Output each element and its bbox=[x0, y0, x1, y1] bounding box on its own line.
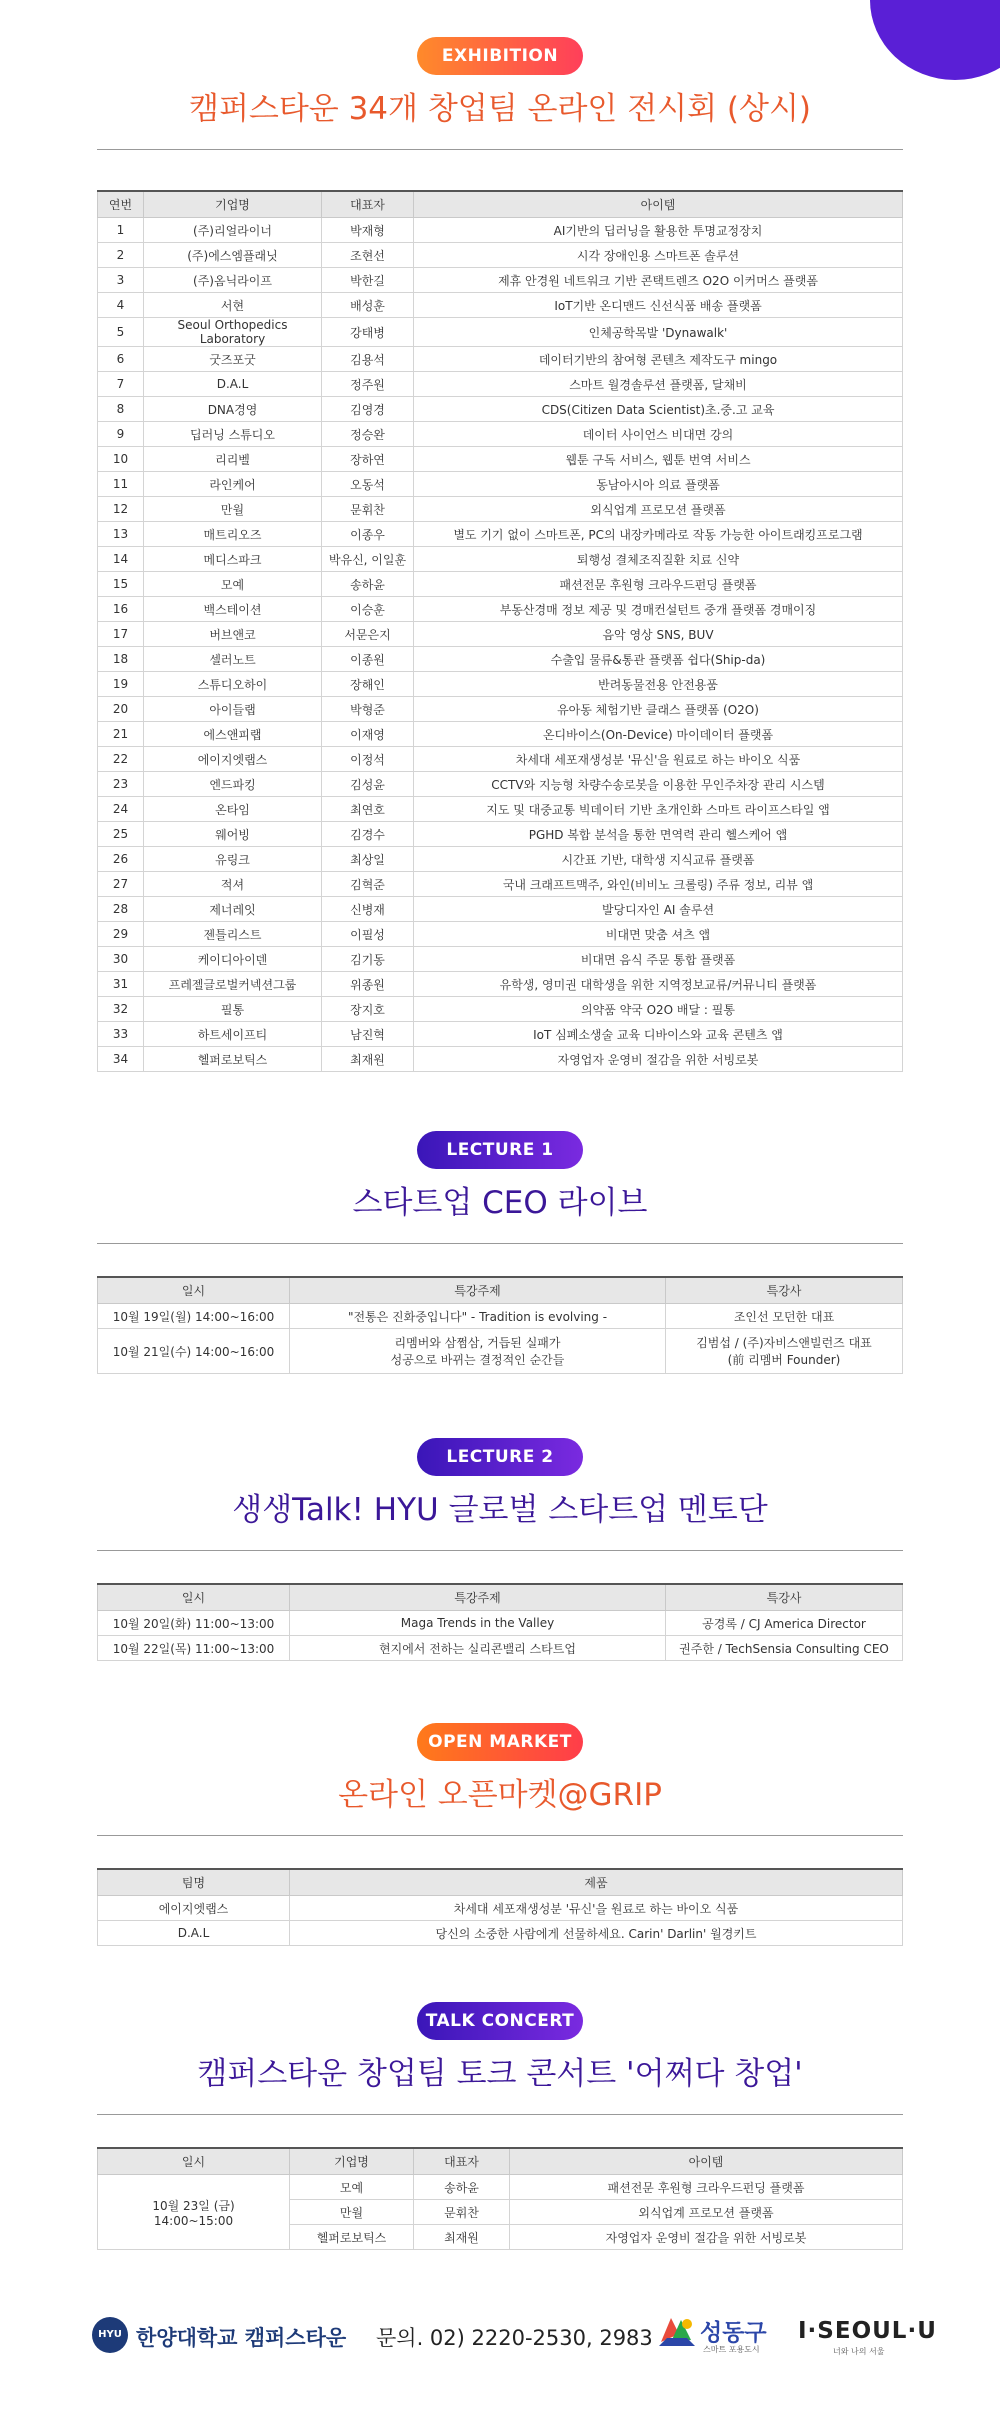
table-cell: 에이지엣랩스 bbox=[144, 747, 322, 772]
table-cell: 모예 bbox=[290, 2175, 414, 2200]
seongdong-logo: 성동구 bbox=[700, 2320, 767, 2346]
table-row bbox=[98, 347, 903, 372]
table-cell: AI기반의 딥러닝을 활용한 투명교정장치 bbox=[414, 218, 903, 243]
table-row bbox=[98, 672, 903, 697]
table-cell: 정승완 bbox=[322, 422, 414, 447]
table-cell: "전통은 진화중입니다" - Tradition is evolving - bbox=[290, 1304, 666, 1329]
table-row bbox=[98, 1047, 903, 1072]
table-cell: 8 bbox=[98, 397, 144, 422]
table-cell: 10월 19일(월) 14:00~16:00 bbox=[98, 1304, 290, 1329]
table-row bbox=[98, 997, 903, 1022]
table-cell: 라인케어 bbox=[144, 472, 322, 497]
table-cell: 별도 기기 없이 스마트폰, PC의 내장카메라로 작동 가능한 아이트래킹프로그램 bbox=[414, 522, 903, 547]
concert-badge: TALK CONCERT bbox=[417, 2002, 583, 2040]
table-cell: IoT 심폐소생술 교육 디바이스와 교육 콘텐츠 앱 bbox=[414, 1022, 903, 1047]
table-cell: 발당디자인 AI 솔루션 bbox=[414, 897, 903, 922]
table-row bbox=[98, 847, 903, 872]
table-cell: 최상일 bbox=[322, 847, 414, 872]
table-cell: 버브앤코 bbox=[144, 622, 322, 647]
table-cell: 32 bbox=[98, 997, 144, 1022]
market-badge: OPEN MARKET bbox=[417, 1723, 583, 1761]
table-cell: 서문은지 bbox=[322, 622, 414, 647]
table-cell: 권주한 / TechSensia Consulting CEO bbox=[666, 1636, 903, 1661]
table-cell: 리리벨 bbox=[144, 447, 322, 472]
table-cell: (주)옴닉라이프 bbox=[144, 268, 322, 293]
table-row bbox=[98, 622, 903, 647]
contact-info: 문의. 02) 2220-2530, 2983 bbox=[376, 2326, 653, 2350]
table-cell: 34 bbox=[98, 1047, 144, 1072]
table-cell: 프레젤글로벌커넥션그룹 bbox=[144, 972, 322, 997]
table-cell: 30 bbox=[98, 947, 144, 972]
table-cell: 3 bbox=[98, 268, 144, 293]
table-cell: 부동산경매 정보 제공 및 경매컨설턴트 중개 플랫폼 경매이징 bbox=[414, 597, 903, 622]
column-header: 특강주제 bbox=[290, 1584, 666, 1611]
table-cell: 데이터 사이언스 비대면 강의 bbox=[414, 422, 903, 447]
table-cell: 13 bbox=[98, 522, 144, 547]
table-cell: 백스테이션 bbox=[144, 597, 322, 622]
table-cell: 온타임 bbox=[144, 797, 322, 822]
table-cell: 리멤버와 삼쩜삼, 거듭된 실패가 성공으로 바뀌는 결정적인 순간들 bbox=[290, 1329, 666, 1374]
table-cell: 외식업계 프로모션 플랫폼 bbox=[510, 2200, 903, 2225]
column-header: 연번 bbox=[98, 191, 144, 218]
table-cell: (주)에스엠플래닛 bbox=[144, 243, 322, 268]
table-cell: 차세대 세포재생성분 '뮤신'을 원료로 하는 바이오 식품 bbox=[290, 1896, 903, 1921]
column-header: 특강사 bbox=[666, 1584, 903, 1611]
table-cell: 적셔 bbox=[144, 872, 322, 897]
table-cell: 31 bbox=[98, 972, 144, 997]
table-cell: 김혁준 bbox=[322, 872, 414, 897]
table-row bbox=[98, 1329, 903, 1374]
hyu-emblem-icon: HYU bbox=[92, 2317, 128, 2353]
table-cell: 현지에서 전하는 실리콘밸리 스타트업 bbox=[290, 1636, 666, 1661]
seongdong-mark-icon bbox=[657, 2312, 697, 2350]
table-row bbox=[98, 947, 903, 972]
table-cell: 이정석 bbox=[322, 747, 414, 772]
table-cell: 이승훈 bbox=[322, 597, 414, 622]
table-cell: Seoul Orthopedics Laboratory bbox=[144, 318, 322, 347]
table-row bbox=[98, 1022, 903, 1047]
table-cell: 2 bbox=[98, 243, 144, 268]
table-cell: D.A.L bbox=[144, 372, 322, 397]
table-cell: 신병재 bbox=[322, 897, 414, 922]
lecture1-section bbox=[0, 1131, 1000, 1374]
iseoulu-logo: I·SEOUL·U bbox=[798, 2318, 937, 2344]
table-cell: 이종원 bbox=[322, 647, 414, 672]
table-cell: 최재원 bbox=[414, 2225, 510, 2250]
table-row bbox=[98, 1921, 903, 1946]
lecture1-table bbox=[97, 1276, 903, 1374]
table-cell: 시각 장애인용 스마트폰 솔루션 bbox=[414, 243, 903, 268]
table-cell: 데이터기반의 참여형 콘텐츠 제작도구 mingo bbox=[414, 347, 903, 372]
table-cell: D.A.L bbox=[98, 1921, 290, 1946]
table-cell: 박재형 bbox=[322, 218, 414, 243]
table-cell: 젠틀리스트 bbox=[144, 922, 322, 947]
table-cell: 10 bbox=[98, 447, 144, 472]
table-cell: 퇴행성 결체조직질환 치료 신약 bbox=[414, 547, 903, 572]
table-row bbox=[98, 797, 903, 822]
concert-title: 캠퍼스타운 창업팀 토크 콘서트 '어쩌다 창업' bbox=[197, 2056, 803, 2092]
market-section bbox=[0, 1723, 1000, 1946]
table-row bbox=[98, 922, 903, 947]
table-cell: 25 bbox=[98, 822, 144, 847]
table-cell: 에스앤피랩 bbox=[144, 722, 322, 747]
table-cell: 17 bbox=[98, 622, 144, 647]
table-cell: 의약품 약국 O2O 배달 : 필통 bbox=[414, 997, 903, 1022]
table-cell: 케이디아이덴 bbox=[144, 947, 322, 972]
table-cell: 박형준 bbox=[322, 697, 414, 722]
table-cell: 24 bbox=[98, 797, 144, 822]
table-cell: 남진혁 bbox=[322, 1022, 414, 1047]
table-cell: 김범섭 / (주)자비스앤빌런즈 대표 (前 리멤버 Founder) bbox=[666, 1329, 903, 1374]
table-cell: 9 bbox=[98, 422, 144, 447]
table-cell: 김영경 bbox=[322, 397, 414, 422]
table-cell: 박유신, 이일훈 bbox=[322, 547, 414, 572]
table-row bbox=[98, 772, 903, 797]
exhibition-section bbox=[0, 37, 1000, 1072]
table-row bbox=[98, 822, 903, 847]
column-header: 일시 bbox=[98, 2148, 290, 2175]
table-cell: 27 bbox=[98, 872, 144, 897]
table-cell: 셀러노트 bbox=[144, 647, 322, 672]
table-cell: 22 bbox=[98, 747, 144, 772]
table-cell: 차세대 세포재생성분 '뮤신'을 원료로 하는 바이오 식품 bbox=[414, 747, 903, 772]
table-cell: 엔드파킹 bbox=[144, 772, 322, 797]
table-row bbox=[98, 2175, 903, 2200]
table-cell: 외식업계 프로모션 플랫폼 bbox=[414, 497, 903, 522]
table-cell: Maga Trends in the Valley bbox=[290, 1611, 666, 1636]
table-cell: (주)리얼라이너 bbox=[144, 218, 322, 243]
table-cell: 제휴 안경원 네트워크 기반 콘택트렌즈 O2O 이커머스 플랫폼 bbox=[414, 268, 903, 293]
table-row bbox=[98, 372, 903, 397]
table-row bbox=[98, 872, 903, 897]
table-cell: 인체공학목발 'Dynawalk' bbox=[414, 318, 903, 347]
table-cell: 오동석 bbox=[322, 472, 414, 497]
table-cell: 유아동 체험기반 클래스 플랫폼 (O2O) bbox=[414, 697, 903, 722]
table-cell: 헬퍼로보틱스 bbox=[144, 1047, 322, 1072]
table-cell: 자영업자 운영비 절감을 위한 서빙로봇 bbox=[510, 2225, 903, 2250]
table-cell: 김기동 bbox=[322, 947, 414, 972]
table-cell: 박한길 bbox=[322, 268, 414, 293]
table-cell: 스마트 월경솔루션 플랫폼, 달채비 bbox=[414, 372, 903, 397]
table-cell: 자영업자 운영비 절감을 위한 서빙로봇 bbox=[414, 1047, 903, 1072]
table-row bbox=[98, 243, 903, 268]
table-cell: 당신의 소중한 사람에게 선물하세요. Carin' Darlin' 월경키트 bbox=[290, 1921, 903, 1946]
table-cell: 이필성 bbox=[322, 922, 414, 947]
table-row bbox=[98, 447, 903, 472]
table-cell: PGHD 복합 분석을 통한 면역력 관리 헬스케어 앱 bbox=[414, 822, 903, 847]
table-row bbox=[98, 747, 903, 772]
table-row bbox=[98, 897, 903, 922]
table-cell: 스튜디오하이 bbox=[144, 672, 322, 697]
column-header: 기업명 bbox=[144, 191, 322, 218]
table-row bbox=[98, 697, 903, 722]
table-cell: 딥러닝 스튜디오 bbox=[144, 422, 322, 447]
table-cell: 동남아시아 의료 플랫폼 bbox=[414, 472, 903, 497]
table-cell: 하트세이프티 bbox=[144, 1022, 322, 1047]
table-cell: 시간표 기반, 대학생 지식교류 플랫폼 bbox=[414, 847, 903, 872]
column-header: 특강주제 bbox=[290, 1277, 666, 1304]
table-cell: DNA경영 bbox=[144, 397, 322, 422]
table-row bbox=[98, 597, 903, 622]
table-cell: 필통 bbox=[144, 997, 322, 1022]
table-cell: 유학생, 영미권 대학생을 위한 지역정보교류/커뮤니티 플랫폼 bbox=[414, 972, 903, 997]
table-cell: 메디스파크 bbox=[144, 547, 322, 572]
table-row bbox=[98, 422, 903, 447]
table-cell: 모예 bbox=[144, 572, 322, 597]
table-cell: 23 bbox=[98, 772, 144, 797]
table-cell: 21 bbox=[98, 722, 144, 747]
table-cell: 김경수 bbox=[322, 822, 414, 847]
table-cell: 조현선 bbox=[322, 243, 414, 268]
table-cell: 20 bbox=[98, 697, 144, 722]
table-row bbox=[98, 497, 903, 522]
lecture1-title: 스타트업 CEO 라이브 bbox=[352, 1185, 648, 1221]
concert-table bbox=[97, 2147, 903, 2250]
table-row bbox=[98, 472, 903, 497]
column-header: 특강사 bbox=[666, 1277, 903, 1304]
table-cell: 5 bbox=[98, 318, 144, 347]
table-cell: 아이들랩 bbox=[144, 697, 322, 722]
table-row bbox=[98, 1636, 903, 1661]
column-header: 아이템 bbox=[510, 2148, 903, 2175]
table-cell: 18 bbox=[98, 647, 144, 672]
column-header: 아이템 bbox=[414, 191, 903, 218]
table-cell: 장지호 bbox=[322, 997, 414, 1022]
exhibition-title: 캠퍼스타운 34개 창업팀 온라인 전시회 (상시) bbox=[189, 91, 811, 127]
column-header: 대표자 bbox=[414, 2148, 510, 2175]
lecture1-badge: LECTURE 1 bbox=[417, 1131, 583, 1169]
table-cell: 10월 20일(화) 11:00~13:00 bbox=[98, 1611, 290, 1636]
table-cell: 문휘찬 bbox=[414, 2200, 510, 2225]
table-cell: 장하연 bbox=[322, 447, 414, 472]
lecture2-badge: LECTURE 2 bbox=[417, 1438, 583, 1476]
table-cell: 장해인 bbox=[322, 672, 414, 697]
table-cell: 만월 bbox=[144, 497, 322, 522]
table-cell: 최재원 bbox=[322, 1047, 414, 1072]
table-cell: 위종원 bbox=[322, 972, 414, 997]
table-cell: 4 bbox=[98, 293, 144, 318]
footer bbox=[0, 2300, 1000, 2370]
column-header: 대표자 bbox=[322, 191, 414, 218]
table-row bbox=[98, 647, 903, 672]
table-cell: 조인선 모던한 대표 bbox=[666, 1304, 903, 1329]
table-row bbox=[98, 397, 903, 422]
market-table bbox=[97, 1868, 903, 1946]
lecture2-table bbox=[97, 1583, 903, 1661]
table-cell: 반려동물전용 안전용품 bbox=[414, 672, 903, 697]
table-cell: 송하윤 bbox=[414, 2175, 510, 2200]
table-cell: 공경록 / CJ America Director bbox=[666, 1611, 903, 1636]
table-cell: 웨어빙 bbox=[144, 822, 322, 847]
table-row bbox=[98, 572, 903, 597]
column-header: 팀명 bbox=[98, 1869, 290, 1896]
table-row bbox=[98, 293, 903, 318]
table-cell: 16 bbox=[98, 597, 144, 622]
table-row bbox=[98, 547, 903, 572]
table-cell: 굿즈포굿 bbox=[144, 347, 322, 372]
table-cell: 26 bbox=[98, 847, 144, 872]
table-cell: IoT기반 온디맨드 신선식품 배송 플랫폼 bbox=[414, 293, 903, 318]
table-cell: 헬퍼로보틱스 bbox=[290, 2225, 414, 2250]
table-cell: 제너레잇 bbox=[144, 897, 322, 922]
seongdong-slogan: 스마트 포용도시 bbox=[703, 2345, 760, 2354]
column-header: 제품 bbox=[290, 1869, 903, 1896]
table-cell: 송하윤 bbox=[322, 572, 414, 597]
table-cell: 1 bbox=[98, 218, 144, 243]
table-cell: 28 bbox=[98, 897, 144, 922]
table-cell: 정주원 bbox=[322, 372, 414, 397]
table-cell: 웹툰 구독 서비스, 웹툰 번역 서비스 bbox=[414, 447, 903, 472]
table-cell: 11 bbox=[98, 472, 144, 497]
table-cell: 에이지엣랩스 bbox=[98, 1896, 290, 1921]
table-cell: 15 bbox=[98, 572, 144, 597]
table-row bbox=[98, 268, 903, 293]
table-cell: 패션전문 후원형 크라우드펀딩 플랫폼 bbox=[510, 2175, 903, 2200]
table-cell: 10월 22일(목) 11:00~13:00 bbox=[98, 1636, 290, 1661]
table-row bbox=[98, 522, 903, 547]
table-cell: 33 bbox=[98, 1022, 144, 1047]
table-cell: 문휘찬 bbox=[322, 497, 414, 522]
table-cell: 매트리오즈 bbox=[144, 522, 322, 547]
exhibition-table bbox=[97, 190, 903, 1072]
column-header: 일시 bbox=[98, 1277, 290, 1304]
table-cell: 배성훈 bbox=[322, 293, 414, 318]
concert-datetime: 10월 23일 (금) 14:00~15:00 bbox=[98, 2175, 290, 2250]
table-cell: 최연호 bbox=[322, 797, 414, 822]
market-title: 온라인 오픈마켓@GRIP bbox=[338, 1777, 662, 1813]
table-row bbox=[98, 1896, 903, 1921]
table-cell: CCTV와 지능형 차량수송로봇을 이용한 무인주차장 관리 시스템 bbox=[414, 772, 903, 797]
table-cell: 국내 크래프트맥주, 와인(비비노 크롤링) 주류 정보, 리뷰 앱 bbox=[414, 872, 903, 897]
table-cell: 이재영 bbox=[322, 722, 414, 747]
table-row bbox=[98, 318, 903, 347]
table-cell: 이종우 bbox=[322, 522, 414, 547]
table-cell: 29 bbox=[98, 922, 144, 947]
table-cell: 12 bbox=[98, 497, 144, 522]
table-cell: 강태병 bbox=[322, 318, 414, 347]
lecture2-title: 생생Talk! HYU 글로벌 스타트업 멘토단 bbox=[232, 1492, 768, 1528]
table-cell: 비대면 음식 주문 통합 플랫폼 bbox=[414, 947, 903, 972]
table-row bbox=[98, 1611, 903, 1636]
hyu-campustown-logo: 한양대학교 캠퍼스타운 bbox=[136, 2326, 347, 2350]
table-cell: 비대면 맞춤 셔츠 앱 bbox=[414, 922, 903, 947]
concert-section bbox=[0, 2002, 1000, 2250]
table-cell: CDS(Citizen Data Scientist)초.중.고 교육 bbox=[414, 397, 903, 422]
table-cell: 19 bbox=[98, 672, 144, 697]
column-header: 기업명 bbox=[290, 2148, 414, 2175]
table-cell: 음악 영상 SNS, BUV bbox=[414, 622, 903, 647]
iseoulu-slogan: 너와 나의 서울 bbox=[833, 2347, 885, 2356]
table-cell: 만월 bbox=[290, 2200, 414, 2225]
table-cell: 7 bbox=[98, 372, 144, 397]
table-cell: 김용석 bbox=[322, 347, 414, 372]
table-cell: 수출입 물류&통관 플랫폼 쉽다(Ship-da) bbox=[414, 647, 903, 672]
table-cell: 패션전문 후원형 크라우드펀딩 플랫폼 bbox=[414, 572, 903, 597]
table-cell: 10월 21일(수) 14:00~16:00 bbox=[98, 1329, 290, 1374]
lecture2-section bbox=[0, 1438, 1000, 1661]
table-row bbox=[98, 972, 903, 997]
exhibition-badge: EXHIBITION bbox=[417, 37, 583, 75]
table-cell: 지도 및 대중교통 빅데이터 기반 초개인화 스마트 라이프스타일 앱 bbox=[414, 797, 903, 822]
table-cell: 온디바이스(On-Device) 마이데이터 플랫폼 bbox=[414, 722, 903, 747]
table-cell: 6 bbox=[98, 347, 144, 372]
table-row bbox=[98, 1304, 903, 1329]
column-header: 일시 bbox=[98, 1584, 290, 1611]
table-cell: 14 bbox=[98, 547, 144, 572]
table-row bbox=[98, 722, 903, 747]
table-cell: 유링크 bbox=[144, 847, 322, 872]
table-cell: 서현 bbox=[144, 293, 322, 318]
table-row bbox=[98, 218, 903, 243]
table-cell: 김성윤 bbox=[322, 772, 414, 797]
